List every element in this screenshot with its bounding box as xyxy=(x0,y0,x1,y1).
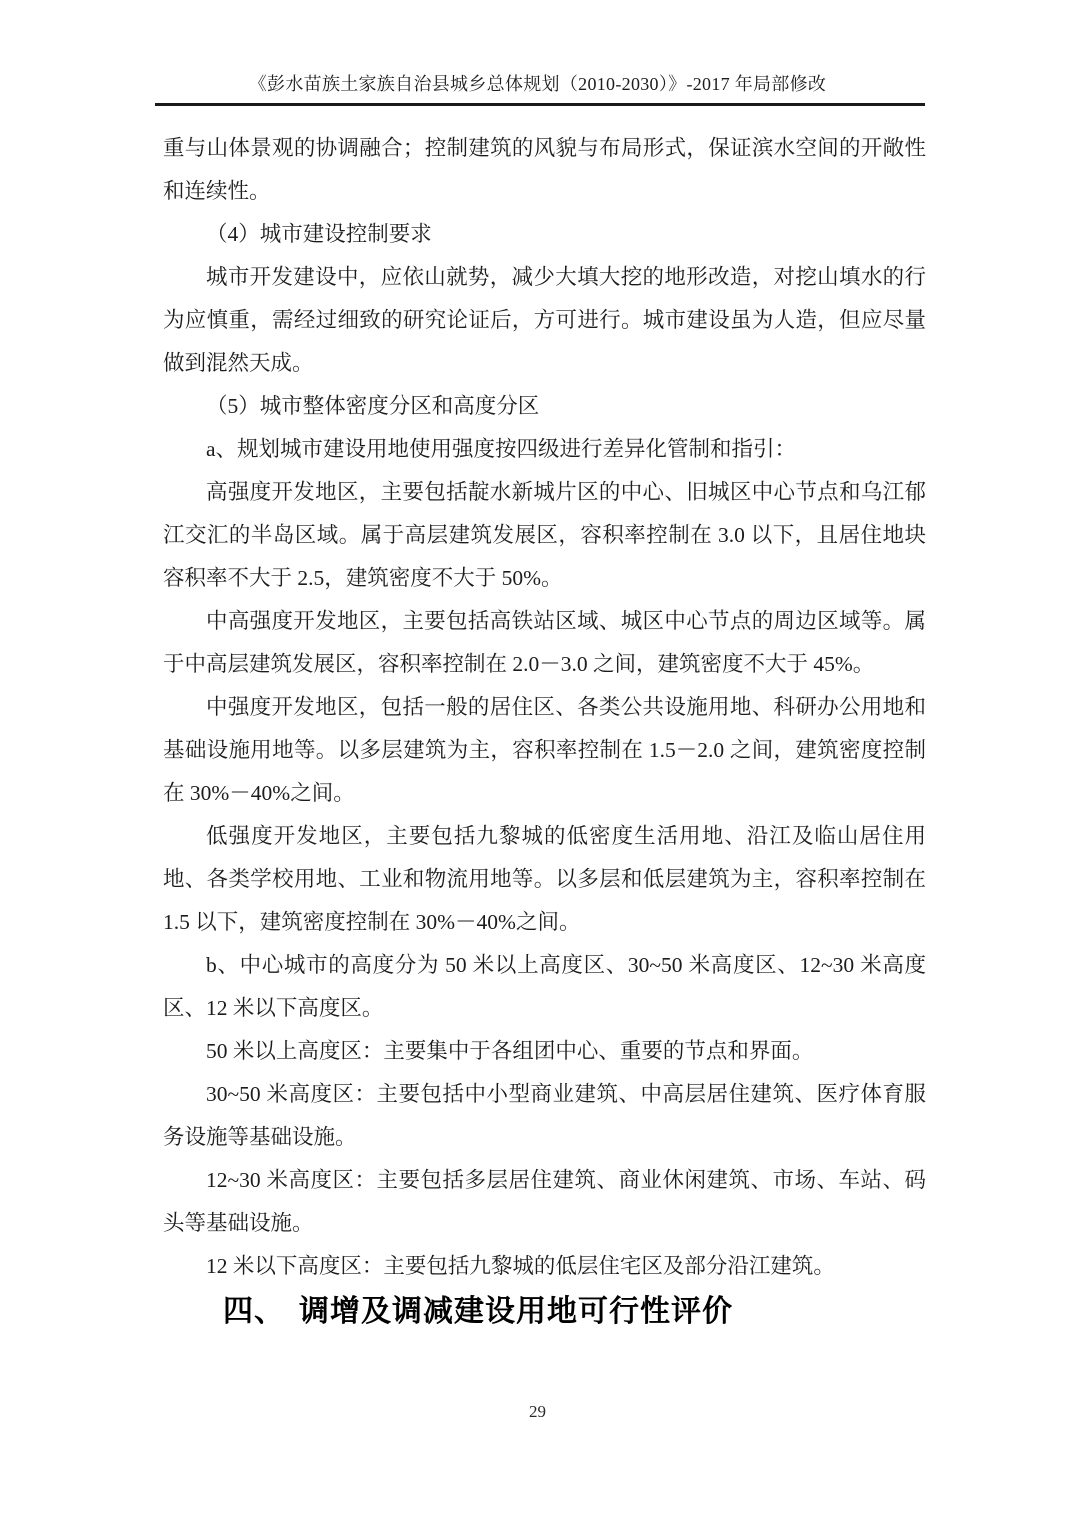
body-paragraph: 重与山体景观的协调融合；控制建筑的风貌与布局形式，保证滨水空间的开敞性和连续性。 xyxy=(163,136,926,203)
section-heading-number: 四、 xyxy=(223,1295,285,1328)
body-paragraph: 50 米以上高度区：主要集中于各组团中心、重要的节点和界面。 xyxy=(206,1039,814,1063)
document-body xyxy=(163,127,926,1336)
body-paragraph: 高强度开发地区，主要包括靛水新城片区的中心、旧城区中心节点和乌江郁江交汇的半岛区域。属于高层建筑发展区，容积率控制在 3.0 以下，且居住地块容积率不大于 2.5，建筑密度不大于 50%。 xyxy=(163,480,926,590)
body-paragraph: 中高强度开发地区，主要包括高铁站区域、城区中心节点的周边区域等。属于中高层建筑发展区，容积率控制在 2.0－3.0 之间，建筑密度不大于 45%。 xyxy=(163,609,926,676)
section-heading xyxy=(163,1288,926,1336)
body-paragraph: b、中心城市的高度分为 50 米以上高度区、30~50 米高度区、12~30 米高度区、12 米以下高度区。 xyxy=(163,953,926,1020)
body-paragraph: 城市开发建设中，应依山就势，减少大填大挖的地形改造，对挖山填水的行为应慎重，需经过细致的研究论证后，方可进行。城市建设虽为人造，但应尽量做到混然天成。 xyxy=(163,265,926,375)
body-paragraph: 12~30 米高度区：主要包括多层居住建筑、商业休闲建筑、市场、车站、码头等基础设施。 xyxy=(163,1168,926,1235)
body-paragraph: （5）城市整体密度分区和高度分区 xyxy=(206,394,540,418)
body-paragraph: （4）城市建设控制要求 xyxy=(206,222,432,246)
section-heading-title: 调增及调减建设用地可行性评价 xyxy=(299,1295,733,1328)
page-number: 29 xyxy=(529,1402,546,1421)
page-header-title: 《彭水苗族土家族自治县城乡总体规划（2010-2030）》-2017 年局部修改 xyxy=(248,74,827,94)
header-rule xyxy=(155,103,925,106)
body-paragraph: 低强度开发地区，主要包括九黎城的低密度生活用地、沿江及临山居住用地、各类学校用地、工业和物流用地等。以多层和低层建筑为主，容积率控制在 1.5 以下，建筑密度控制在 30%－40%之间。 xyxy=(163,824,926,934)
body-paragraph: 中强度开发地区，包括一般的居住区、各类公共设施用地、科研办公用地和基础设施用地等。以多层建筑为主，容积率控制在 1.5－2.0 之间，建筑密度控制在 30%－40%之间。 xyxy=(163,695,926,805)
body-paragraph: a、规划城市建设用地使用强度按四级进行差异化管制和指引： xyxy=(206,437,797,461)
body-paragraph: 30~50 米高度区：主要包括中小型商业建筑、中高层居住建筑、医疗体育服务设施等基础设施。 xyxy=(163,1082,926,1149)
body-paragraph: 12 米以下高度区：主要包括九黎城的低层住宅区及部分沿江建筑。 xyxy=(206,1254,835,1278)
